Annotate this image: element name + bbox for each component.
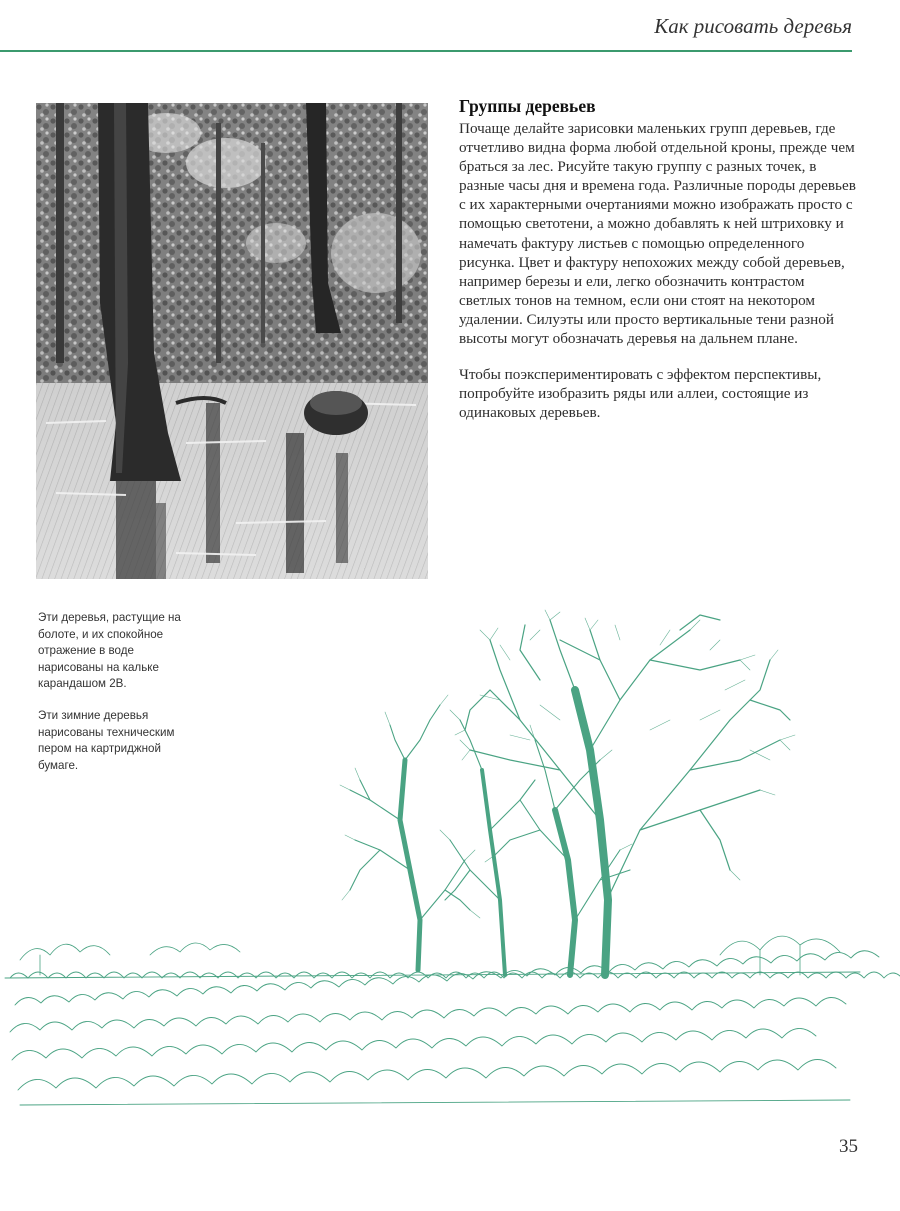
paragraph-2: Чтобы поэкспериментировать с эффектом перспективы, попробуйте изобразить ряды или аллеи, состоящие из одинаковых деревьев.: [459, 366, 822, 422]
swamp-trees-drawing: [36, 103, 428, 579]
caption-swamp-drawing: Эти деревья, растущие на болоте, и их спокойное отражение в воде нарисованы на кальке карандашом 2B.: [38, 611, 181, 691]
caption-winter-trees: Эти зимние деревья нарисованы техническим пером на картриджной бумаге.: [38, 709, 175, 772]
page-number: 35: [839, 1136, 858, 1157]
swamp-trees-drawing-art: [36, 103, 428, 579]
paragraph-1: Почаще делайте зарисовки маленьких групп деревьев, где отчетливо видна форма любой отдельной кроны, прежде чем браться за лес. Рисуйте такую группу с разных точек, в разные часы дня и времена года. Различные породы деревьев с их характерными очертаниями можно изображать просто с помощью светотени, а можно добавлять к ней штриховку и намечать фактуру листьев с помощью определенного рисунка. Цвет и фактуру непохожих между собой деревьев, например березы и ели, легко обозначить контрастом светлых тонов на темном, если они стоят на некотором удалении. Силуэты или просто вертикальные тени разной высоты могут обозначать деревья на дальнем плане.: [459, 120, 856, 348]
running-header-title: Как рисовать деревья: [654, 14, 852, 38]
header-rule: [0, 50, 852, 52]
section-heading: Группы деревьев: [459, 96, 596, 116]
winter-trees-illustration: [0, 600, 900, 1120]
article-body: [459, 119, 859, 439]
winter-trees-art: [0, 600, 900, 1120]
